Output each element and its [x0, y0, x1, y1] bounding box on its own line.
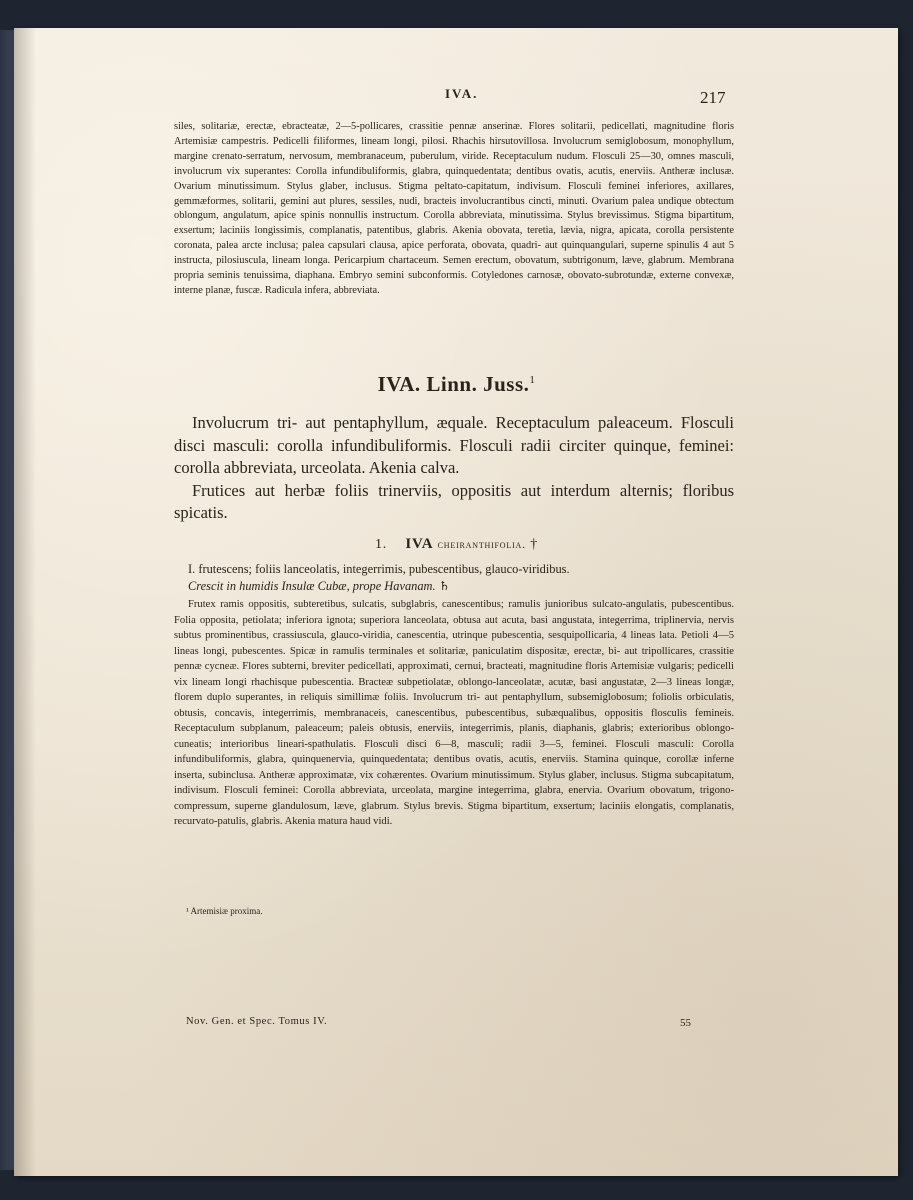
- genus-description: Involucrum tri- aut pentaphyllum, æquale. Receptaculum paleaceum. Flosculi disci masculi: corolla infundibuliformis. Flosculi radii circiter quinque, feminei: corolla abbreviata, urceolata. Akenia calva.: [174, 413, 734, 477]
- running-head: IVA.: [445, 86, 479, 101]
- genus-description-block: [174, 412, 734, 525]
- species-mark: †: [530, 537, 539, 552]
- imprint-line: Nov. Gen. et Spec. Tomus IV.: [186, 1016, 328, 1027]
- species-heading: [0, 536, 913, 553]
- genus-title: [0, 372, 913, 397]
- genus-habit: Frutices aut herbæ foliis trinerviis, oppositis aut interdum alternis; floribus spicatis.: [174, 480, 734, 522]
- continuation-paragraph: [174, 120, 734, 299]
- species-description-block: [174, 597, 734, 830]
- species-diagnosis: I. frutescens; foliis lanceolatis, integerrimis, pubescentibus, glauco-viridibus.: [188, 562, 570, 576]
- page-number: 217: [700, 88, 726, 107]
- species-number: 1.: [374, 537, 388, 552]
- continuation-text: siles, solitariæ, erectæ, ebracteatæ, 2—5-pollicares, crassitie pennæ anserinæ. Flores solitarii, pedicellati, magnitudine floris Artemisiæ campestris. Pedicelli filiformes, lineam longi, pilosi. Rhachis hirsutovillosa. Involucrum semiglobosum, monophyllum, margine crenato-serratum, nervosum, membranaceum, puberulum, viride. Receptaculum nudum. Flosculi 25—30, omnes masculi, involucrum vix superantes: Corolla infundibuliformis, glabra, quinquedentata; dentibus ovatis, acutis, enerviis. Antheræ inclusæ. Ovarium minutissimum. Stylus glaber, inclusus. Stigma peltato-capitatum, indivisum. Flosculi feminei inferiores, axillares, gemmæformes, solitarii, gemini aut plures, sessiles, nudi, bracteis involucrantibus cincti, minuti. Ovarium palea undique obtectum oblongum, angulatum, apice spinis nonnullis instructum. Corolla abbreviata, minutissima. Stylus brevissimus. Stigma bipartitum, exsertum; laciniis longissimis, complanatis, patentibus, glabris. Akenia obovata, teretia, lævia, nigra, apicata, corolla persistente coronata, palea arcte inclusa; palea capsulari clausa, apice perforata, obovata, quadri- aut quinquangulari, superne spinulis 4 aut 5 instructa, pilosiuscula, lineam longa. Pericarpium chartaceum. Semen erectum, obovatum, subtrigonum, læve, glabrum. Membrana propria seminis tenuissima, diaphana. Embryo semini subconformis. Cotyledones carnosæ, obovato-subrotundæ, externe convexæ, interne planæ, fuscæ. Radicula infera, abbreviata.: [174, 121, 734, 296]
- genus-title-footnote-mark: 1: [529, 374, 536, 386]
- species-epithet: cheiranthifolia.: [437, 537, 526, 551]
- species-diagnosis-block: [174, 561, 734, 595]
- species-locality-line: [174, 578, 734, 595]
- footnote: ¹ Artemisiæ proxima.: [186, 906, 263, 916]
- shrub-symbol: ♄: [438, 579, 450, 593]
- genus-title-text: IVA. Linn. Juss.: [377, 372, 530, 396]
- species-description: Frutex ramis oppositis, subteretibus, sulcatis, subglabris, canescentibus; ramulis junioribus sulcato-angulatis, pubescentibus. Folia opposita, petiolata; inferiora ignota; superiora lanceolata, obtusa aut acuta, basi angustata, integerrima, triplinervia, nervis subtus prominentibus, crassiuscula, glauco-viridia, canescentia, utrinque pubescentia, sesquipollicaria, 4 lineas lata. Petioli 4—5 lineas longi, pubescentes. Spicæ in ramulis terminales et solitariæ, paniculatim dispositæ, erectæ, bi- aut tripollicares, crassitie pennæ cycneæ. Flores subterni, breviter pedicellati, approximati, cernui, bracteati, magnitudine floris Artemisiæ vulgaris; pedicelli vix lineam longi rhachisque pubescentia. Bracteæ subpetiolatæ, oblongo-lanceolatæ, acutæ, basi angustatæ, 2—3 lineas longæ, florem duplo superantes, in reliquis simillimæ foliis. Involucrum tri- aut pentaphyllum, subsemiglobosum; foliolis orbiculatis, obtusis, concavis, integerrimis, membranaceis, canescentibus, pubescentibus, subæqualibus, oppositis flosculis femineis. Receptaculum subplanum, paleaceum; paleis obtusis, enerviis, integerrimis, planis, diaphanis, glabris; exterioribus oblongo-cuneatis; interioribus lineari-spathulatis. Flosculi disci 6—8, masculi; radii 3—5, feminei. Flosculi masculi: Corolla infundibuliformis, glabra, quinquenervia, quinquedentata; dentibus ovatis, acutis, enerviis. Stamina quinque, corollæ inferne inserta, subinclusa. Antheræ approximatæ, vix cohærentes. Ovarium minutissimum. Stylus glaber, inclusus. Stigma subcapitatum, indivisum. Flosculi feminei: Corolla abbreviata, urceolata, margine integerrima, glabra, enervia. Ovarium obovatum, trigono-compressum, superne glandulosum, læve, glabrum. Stylus brevis. Stigma bipartitum, exsertum; laciniis elongatis, complanatis, recurvato-patulis, glabris. Akenia matura haud vidi.: [174, 599, 734, 827]
- species-locality: Crescit in humidis Insulæ Cubæ, prope Havanam.: [188, 579, 436, 593]
- signature-mark: 55: [680, 1017, 691, 1029]
- page-gutter-shadow: [14, 28, 36, 1176]
- species-genus: IVA: [405, 536, 434, 552]
